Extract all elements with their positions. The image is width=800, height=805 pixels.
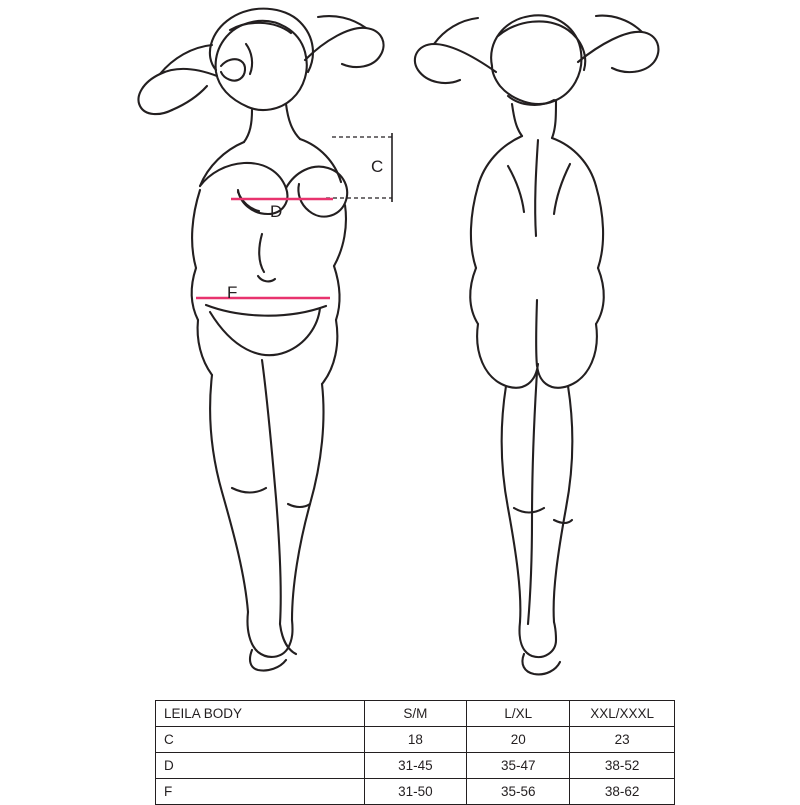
row-c-lxl: 20 <box>467 727 570 753</box>
measure-label-f: F <box>227 283 238 302</box>
row-f-sm: 31-50 <box>364 779 467 805</box>
table-header-size-xxl: XXL/XXXL <box>570 701 675 727</box>
measure-label-d: D <box>270 202 283 221</box>
measure-label-c: C <box>371 157 384 176</box>
table-header-size-lxl: L/XL <box>467 701 570 727</box>
table-header-size-sm: S/M <box>364 701 467 727</box>
table-row <box>156 753 675 779</box>
measure-guides <box>196 133 392 298</box>
row-d-xxl: 38-52 <box>570 753 675 779</box>
row-f-xxl: 38-62 <box>570 779 675 805</box>
row-d-lxl: 35-47 <box>467 753 570 779</box>
row-label-d: D <box>156 753 365 779</box>
row-label-f: F <box>156 779 365 805</box>
row-f-lxl: 35-56 <box>467 779 570 805</box>
row-label-c: C <box>156 727 365 753</box>
table-row <box>156 727 675 753</box>
table-header-name: LEILA BODY <box>156 701 365 727</box>
table-header-row <box>156 701 675 727</box>
size-table <box>155 700 675 805</box>
row-d-sm: 31-45 <box>364 753 467 779</box>
female-body-front-outline <box>139 9 384 671</box>
row-c-xxl: 23 <box>570 727 675 753</box>
table-row <box>156 779 675 805</box>
row-c-sm: 18 <box>364 727 467 753</box>
female-body-back-outline <box>415 15 659 674</box>
